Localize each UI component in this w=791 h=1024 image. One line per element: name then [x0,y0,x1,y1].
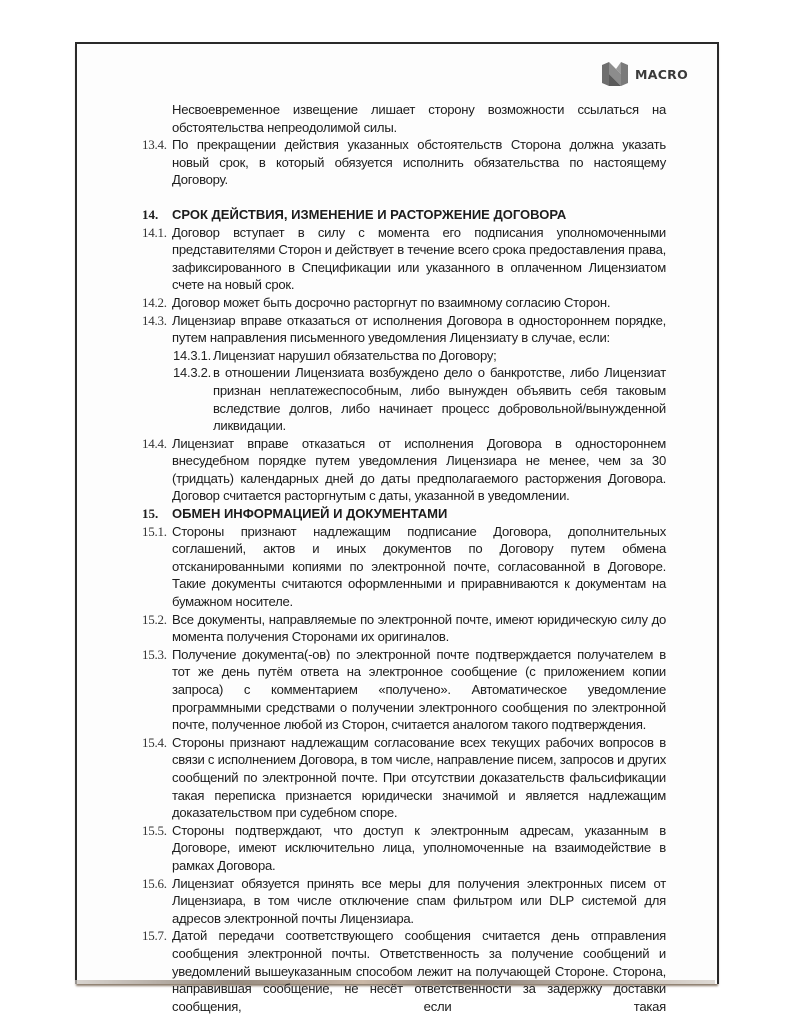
clause-number: 15.2. [142,611,167,627]
clause-15-3 [142,646,666,734]
section-title: СРОК ДЕЙСТВИЯ, ИЗМЕНЕНИЕ И РАСТОРЖЕНИЕ ДОГОВОРА [172,206,567,222]
clause-15-2 [142,611,666,646]
clause-14-1 [142,224,666,294]
clause-13-4 [142,136,666,189]
section-title: ОБМЕН ИНФОРМАЦИЕЙ И ДОКУМЕНТАМИ [172,506,448,522]
clause-number: 14.3. [142,312,167,328]
clause-number: 15.3. [142,646,167,662]
clause-text: Стороны подтверждают, что доступ к электронным адресам, указанным в Договоре, имеют исключительно лица, уполномоченные на взаимодействие в рамках Договора. [172,822,666,873]
clause-number: 15.1. [142,523,167,539]
clause-15-5 [142,822,666,875]
clause-14-4 [142,435,666,505]
section-15-heading [142,505,666,523]
section-14-heading [142,206,666,224]
clause-15-6 [142,875,666,928]
clause-14-2 [142,294,666,312]
clause-text: Лицензиат обязуется принять все меры для получения электронных писем от Лицензиара, в том числе отключение спам фильтром или DLP системой для адресов электронной почты Лицензиара. [172,875,666,926]
clause-number: 13.4. [142,137,167,153]
subclause-text: Лицензиат нарушил обязательства по Договору; [213,347,497,363]
section-number: 14. [142,206,159,222]
company-logo [602,62,688,86]
clause-15-7 [142,927,666,1015]
clause-number: 15.6. [142,875,167,891]
clause-14-3 [142,312,666,347]
clause-number: 15.5. [142,822,167,838]
subclause-text: в отношении Лицензиата возбуждено дело о банкротстве, либо Лицензиат признан неплатежеспособным, либо вынужден объявить себя таковым вследствие долгов, либо начинает процесс добровольной/вынужденной ликвидации. [213,365,666,434]
clause-number: 15.7. [142,928,167,944]
clause-text: По прекращении действия указанных обстоятельств Сторона должна указать новый срок, в который обязуется исполнить обязательства по настоящему Договору. [172,137,666,188]
clause-number: 15.4. [142,734,167,750]
clause-text: Стороны признают надлежащим согласование всех текущих рабочих вопросов в связи с исполнением Договора, в том числе, направление писем, запросов и других сообщений по электронной почте. При отсутствии доказательств фальсификации такая переписка признается юридически значимой и является надлежащим доказательством при судебном споре. [172,734,666,821]
clause-text: Получение документа(-ов) по электронной почте подтверждается получателем в тот же день путём ответа на электронное сообщение (с приложением копии запроса) с комментарием «получено». Автоматическое уведомление программными средствами о получении электронного сообщения по электронной почте, полученное любой из Сторон, считается аналогом такого подтверждения. [172,646,666,733]
clause-text: Договор вступает в силу с момента его подписания уполномоченными представителями Сторон и действует в течение всего срока предоставления права, зафиксированного в Спецификации или указанного в оплаченном Лицензиатом счете на новый срок. [172,224,666,293]
logo-text: MACRO [635,66,689,82]
section-number: 15. [142,506,159,522]
clause-15-4 [142,734,666,822]
subclause-number: 14.3.2. [173,365,212,381]
subclause-number: 14.3.1. [173,347,212,363]
clause-text: Лицензиат вправе отказаться от исполнения Договора в одностороннем внесудебном порядке путем уведомления Лицензиара не менее, чем за 30 (тридцать) календарных дней до даты предполагаемого расторжения Договора. Договор считается расторгнутым с даты, указанной в уведомлении. [172,435,666,504]
macro-n-logo-icon [602,62,628,86]
clause-text: Все документы, направляемые по электронной почте, имеют юридическую силу до момента получения Сторонами их оригиналов. [172,611,666,645]
clause-text: Договор может быть досрочно расторгнут по взаимному согласию Сторон. [172,294,611,310]
paragraph-13-3-continuation: Несвоевременное извещение лишает сторону возможности ссылаться на обстоятельства непреодолимой силы. [172,102,666,135]
clause-number: 14.4. [142,435,167,451]
clause-15-1 [142,523,666,611]
clause-text: Лицензиар вправе отказаться от исполнения Договора в одностороннем порядке, путем направления письменного уведомления Лицензиату в случае, если: [172,312,666,346]
clause-text: Стороны признают надлежащим подписание Договора, дополнительных соглашений, актов и иных документов по Договору путем обмена отсканированными копиями по электронной почте, согласованной в Договоре. Такие документы считаются оформленными и приравниваются к документам на бумажном носителе. [172,523,666,610]
clause-number: 14.1. [142,224,167,240]
clause-14-3-2 [142,364,666,434]
clause-text: Датой передачи соответствующего сообщения считается день отправления сообщения электронной почты. Ответственность за получение сообщений и уведомлений вышеуказанным способом лежит на получающей Стороне. Сторона, направившая сообщение, не несёт ответственности за задержку доставки сообщения, если такая [172,928,666,1014]
clause-14-3-1 [142,347,666,365]
document-body [142,101,666,1015]
clause-number: 14.2. [142,294,167,310]
